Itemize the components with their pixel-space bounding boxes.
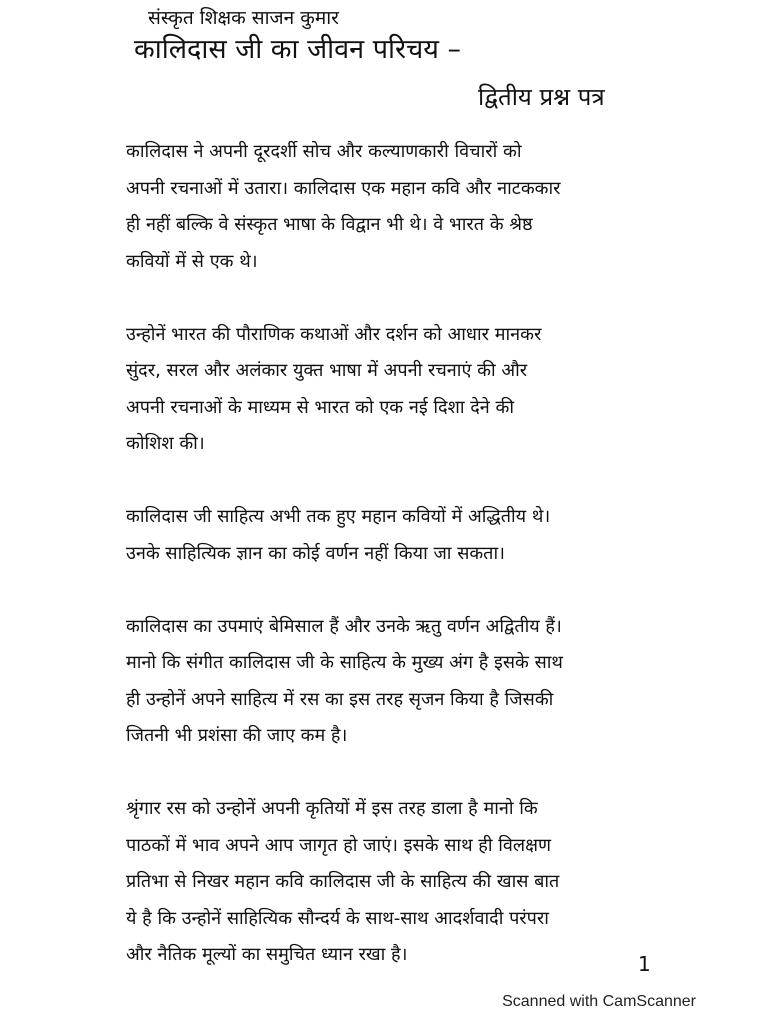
paragraph-line: कवियों में से एक थे।	[126, 250, 258, 272]
paragraph-line: उन्होनें भारत की पौराणिक कथाओं और दर्शन को आधार मानकर	[126, 323, 542, 345]
paragraph-line: श्रृंगार रस को उन्होनें अपनी कृतियों में इस तरह डाला है मानो कि	[126, 798, 538, 819]
paragraph-line: कालिदास जी साहित्य अभी तक हुए महान कवियों में अद्धितीय थे।	[126, 506, 551, 527]
paragraph-line: अपनी रचनाओं के माध्यम से भारत को एक नई दिशा देने की	[126, 396, 514, 418]
page-number: 1	[638, 952, 651, 976]
paragraph-line: पाठकों में भाव अपने आप जागृत हो जाएं। इसके साथ ही विलक्षण	[126, 834, 552, 856]
paragraph-line: ही उन्होनें अपने साहित्य में रस का इस तरह सृजन किया है जिसकी	[126, 688, 554, 710]
scanner-watermark: Scanned with CamScanner	[502, 993, 696, 1010]
paragraph-1	[126, 134, 666, 280]
paragraph-line: प्रतिभा से निखर महान कवि कालिदास जी के साहित्य की खास बात	[126, 871, 560, 892]
paragraph-line: जितनी भी प्रशंसा की जाए कम है।	[126, 725, 348, 746]
paper-subtitle: द्वितीय प्रश्न पत्र	[478, 83, 605, 111]
paragraph-line: ही नहीं बल्कि वे संस्कृत भाषा के विद्वान भी थे। वे भारत के श्रेष्ठ	[126, 214, 533, 235]
document-body	[126, 134, 666, 1010]
paragraph-4	[126, 609, 666, 755]
paragraph-3	[126, 499, 666, 572]
page-title: कालिदास जी का जीवन परिचय –	[134, 34, 461, 65]
paragraph-2	[126, 317, 666, 463]
paragraph-line: अपनी रचनाओं में उतारा। कालिदास एक महान कवि और नाटककार	[126, 177, 561, 199]
paragraph-line: कालिदास का उपमाएं बेमिसाल हैं और उनके ऋतु वर्णन अद्वितीय हैं।	[126, 615, 562, 637]
paragraph-5	[126, 791, 666, 974]
paragraph-line: उनके साहित्यिक ज्ञान का कोई वर्णन नहीं किया जा सकता।	[126, 542, 505, 564]
teacher-name: संस्कृत शिक्षक साजन कुमार	[148, 7, 339, 29]
paragraph-line: ये है कि उन्होनें साहित्यिक सौन्दर्य के साथ-साथ आदर्शवादी परंपरा	[126, 907, 549, 929]
paragraph-line: सुंदर, सरल और अलंकार युक्त भाषा में अपनी रचनाएं की और	[126, 360, 528, 381]
paragraph-line: मानो कि संगीत कालिदास जी के साहित्य के मुख्य अंग है इसके साथ	[126, 652, 563, 673]
paragraph-line: और नैतिक मूल्यों का समुचित ध्यान रखा है।	[126, 944, 408, 965]
paragraph-line: कालिदास ने अपनी दूरदर्शी सोच और कल्याणकारी विचारों को	[126, 141, 522, 162]
paragraph-line: कोशिश की।	[126, 433, 205, 454]
